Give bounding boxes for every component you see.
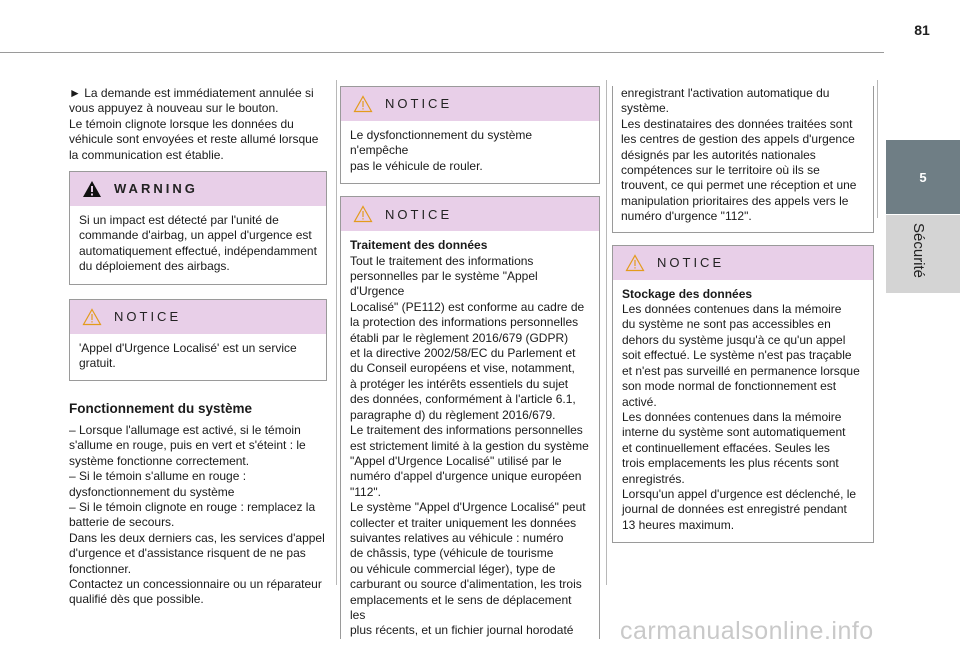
notice-box [340,196,600,639]
notice-body [613,280,873,543]
text-line: qualifié dès que possible. [69,592,204,607]
text-line: plus récents, et un fichier journal horodaté [350,623,574,638]
chapter-tab-text: Sécurité [910,223,927,279]
text-line: activé. [622,394,657,409]
text-line: fonctionner. [69,561,132,576]
column-2 [340,86,600,639]
warning-header [70,172,326,206]
text-line: vous appuyez à nouveau sur le bouton. [69,101,279,116]
column-divider [336,80,337,585]
text-line: Si un impact est détecté par l'unité de [79,213,279,228]
text-line: Le dysfonctionnement du système n'empêche [350,128,533,158]
notice-header [341,197,599,231]
text-line: numéro d'appel d'urgence unique européen [350,469,582,484]
text-line: – Si le témoin s'allume en rouge : [69,469,247,484]
column-1 [69,86,327,608]
text-line: Les données contenues dans la mémoire [622,302,842,317]
text-line: journal de données est enregistré pendant [622,502,847,517]
text-line: s'allume en rouge, puis en vert et s'éteint : le [69,438,306,453]
text-line: automatiquement effectué, indépendamment [79,243,317,258]
text-line: désignés par les autorités nationales [621,147,816,162]
notice-title: NOTICE [114,308,182,324]
notice-continuation [612,86,874,233]
text-line: compétences sur le territoire où ils se [621,163,820,178]
text-line: de châssis, type (véhicule de tourisme [350,546,554,561]
notice-subtitle: Traitement des données [350,238,488,253]
notice-triangle-icon [625,254,645,272]
chapter-tab-label[interactable] [886,215,960,293]
text-line: "Appel d'Urgence Localisé" utilisé par le [350,453,562,468]
column-divider [606,80,607,585]
notice-body [341,231,599,639]
section-body [69,423,327,608]
notice-box [340,86,600,184]
text-line: Le traitement des informations personnelles [350,423,583,438]
text-line: batterie de secours. [69,515,175,530]
text-line: et continuellement effacées. Seules les [622,440,830,455]
text-line: carburant ou source d'alimentation, les trois [350,577,582,592]
text-line: son mode normal de fonctionnement est [622,379,837,394]
text-line: collecter et traiter uniquement les données [350,515,577,530]
text-line: enregistrés. [622,471,685,486]
warning-title: WARNING [114,181,198,197]
text-line: du système ne sont pas accessibles en [622,317,831,332]
text-line: personnelles par le système "Appel d'Urgence [350,269,538,299]
text-line: ► La demande est immédiatement annulée si [69,86,314,100]
notice-box [69,299,327,382]
text-line: numéro d'urgence "112". [621,209,752,224]
text-line: les centres de gestion des appels d'urgence [621,132,855,147]
warning-triangle-icon [82,180,102,198]
text-line: la protection des informations personnelles [350,315,579,330]
text-line: Les données contenues dans la mémoire [622,409,842,424]
text-line: Localisé" (PE112) est conforme au cadre de [350,299,585,314]
top-rule [0,52,884,53]
text-line: à protéger les intérêts essentiels du sujet [350,376,569,391]
notice-title: NOTICE [385,206,453,222]
text-line: suivantes relatives au véhicule : numéro [350,530,564,545]
text-line: dehors du système jusqu'à ce qu'un appel [622,332,846,347]
text-line: du Conseil européens et vise, notamment, [350,361,575,376]
notice-header [341,87,599,121]
text-line: 'Appel d'Urgence Localisé' est un service [79,340,297,355]
text-line: la communication est établie. [69,147,224,162]
text-line: du déploiement des airbags. [79,259,230,274]
text-line: Contactez un concessionnaire ou un réparateur [69,576,322,591]
notice-body [341,121,599,183]
warning-box [69,171,327,285]
text-line: interne du système sont automatiquement [622,425,846,440]
column-3 [612,86,874,543]
page-number: 81 [914,22,930,38]
text-line: dysfonctionnement du système [69,484,235,499]
notice-title: NOTICE [385,96,453,112]
watermark: carmanualsonline.info [620,617,874,645]
text-line: est strictement limité à la gestion du système [350,438,589,453]
text-line: Le système "Appel d'Urgence Localisé" peut [350,500,586,515]
text-line: d'urgence et d'assistance risquent de ne pas [69,546,306,561]
notice-triangle-icon [353,205,373,223]
text-line: – Si le témoin clignote en rouge : remplacez la [69,499,316,514]
text-line: véhicule sont envoyées et reste allumé lorsque [69,132,319,147]
text-line: Le témoin clignote lorsque les données du [69,116,294,131]
notice-title: NOTICE [657,254,725,270]
warning-body [70,206,326,284]
text-line: commande d'airbag, un appel d'urgence est [79,228,312,243]
text-line: "112". [350,484,381,499]
notice-box [612,245,874,544]
text-line: enregistrant l'activation automatique du [621,86,830,100]
text-line: soit effectué. Le système n'est pas traçable [622,348,852,363]
notice-body [70,334,326,381]
text-line: trouvent, ce qui permet une réception et une [621,178,857,193]
text-line: système fonctionne correctement. [69,453,250,468]
intro-text [69,86,327,163]
text-line: emplacements et le sens de déplacement les [350,592,572,622]
notice-header [613,246,873,280]
text-line: – Lorsque l'allumage est activé, si le témoin [69,422,301,437]
text-line: 13 heures maximum. [622,517,735,532]
notice-header [70,300,326,334]
text-line: manipulation prioritaires des appels vers le [621,193,849,208]
text-line: Les destinataires des données traitées sont [621,116,853,131]
text-line: pas le véhicule de rouler. [350,158,483,173]
text-line: Dans les deux derniers cas, les services d'appel [69,530,325,545]
column-divider [877,80,878,218]
text-line: ou véhicule commercial léger), type de [350,561,556,576]
chapter-tab-number[interactable]: 5 [886,140,960,214]
notice-triangle-icon [353,95,373,113]
text-line: système. [621,101,670,116]
text-line: Tout le traitement des informations [350,253,534,268]
text-line: paragraphe d) du règlement 2016/679. [350,407,556,422]
section-title: Fonctionnement du système [69,401,253,417]
text-line: gratuit. [79,356,116,371]
notice-triangle-icon [82,308,102,326]
notice-subtitle: Stockage des données [622,286,753,301]
text-line: et n'est pas surveillé en permanence lorsque [622,363,860,378]
text-line: Lorsqu'un appel d'urgence est déclenché, le [622,486,857,501]
text-line: trois emplacements les plus récents sont [622,456,839,471]
text-line: et la directive 2002/58/EC du Parlement et [350,346,576,361]
text-line: établi par le règlement 2016/679 (GDPR) [350,330,569,345]
text-line: des données, conformément à l'article 6.1, [350,392,576,407]
